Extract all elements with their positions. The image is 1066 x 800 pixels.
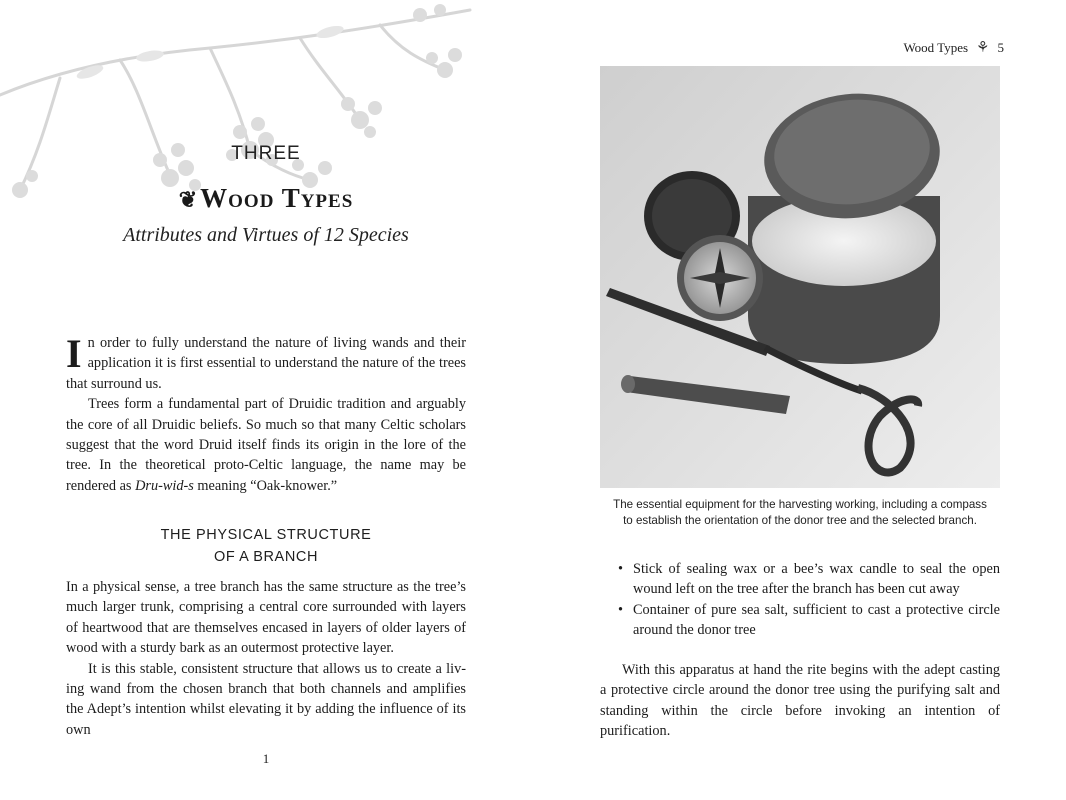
intro-paragraph-2-start: Trees form a fundamental part of Druidic tradition and arguably the core of all Druidic beliefs. So much so that many Celtic scholars suggest that the word Druid itself finds its origin in the lore of the tree. In the theoretical proto-Celtic language, the name may be rendered as bbox=[66, 396, 466, 494]
chapter-title-text: Wood Types bbox=[200, 183, 354, 213]
section-text bbox=[66, 577, 466, 740]
chapter-title bbox=[66, 183, 466, 214]
list-item: • Stick of sealing wax or a bee’s wax candle to seal the open wound left on the tree after the branch has been cut away bbox=[618, 559, 1000, 600]
closing-text bbox=[600, 660, 1000, 742]
section-paragraph-2: It is this stable, consistent structure that allows us to create a living wand from the chosen branch that both channels and amplifies the Adept’s intention whilst elevating it by adding the influence of its own bbox=[66, 660, 466, 738]
photo-caption-line-1: The essential equipment for the harvesting working, including a compass bbox=[613, 498, 987, 511]
right-page bbox=[533, 0, 1066, 800]
page-number-right: 5 bbox=[997, 39, 1004, 55]
photo-caption-line-2: to establish the orientation of the donor tree and the selected branch. bbox=[623, 513, 977, 527]
drop-cap: I bbox=[66, 331, 82, 376]
intro-paragraph-2 bbox=[66, 394, 466, 496]
page-number-left: 1 bbox=[262, 751, 270, 766]
list-item: • Container of pure sea salt, sufficient to cast a protective circle around the donor tree bbox=[618, 600, 1000, 641]
leaf-ornament-icon: ❦ bbox=[178, 187, 199, 212]
intro-paragraph-2-end: meaning “Oak-knower.” bbox=[193, 477, 338, 494]
chapter-subtitle: Attributes and Virtues of 12 Species bbox=[123, 224, 409, 246]
intro-text bbox=[66, 333, 466, 496]
photo-caption bbox=[595, 497, 1005, 528]
intro-paragraph-1-text: n order to fully understand the nature of living wands and their application it is first essential to understand the nature of the trees that surround us. bbox=[66, 335, 466, 392]
section-paragraph-1: In a physical sense, a tree branch has the same structure as the tree’s much larger trunk, comprising a central core surrounded with layers of heartwood that are themselves encased in layers of older layers of wood with a sturdy bark as an outermost protective layer. bbox=[66, 579, 466, 657]
equipment-photo-drawing bbox=[600, 66, 1000, 488]
running-head bbox=[903, 38, 1004, 57]
equipment-photo bbox=[600, 66, 1000, 488]
section-heading-line-1: THE PHYSICAL STRUCTURE bbox=[160, 527, 372, 543]
closing-paragraph: With this apparatus at hand the rite begins with the adept casting a protective circle around the donor tree using the purifying salt and standing within the circle before invoking an intention of purification. bbox=[600, 662, 1000, 740]
equipment-list bbox=[618, 559, 1000, 641]
section-heading-line-2: OF A BRANCH bbox=[213, 549, 319, 565]
running-head-title: Wood Types bbox=[903, 39, 969, 55]
section-heading bbox=[66, 524, 466, 568]
intro-paragraph-1 bbox=[66, 333, 466, 394]
chapter-number: THREE bbox=[231, 143, 301, 164]
druid-term: Dru-wid-s bbox=[135, 477, 194, 494]
sprig-ornament-icon: ⚘ bbox=[976, 40, 990, 56]
